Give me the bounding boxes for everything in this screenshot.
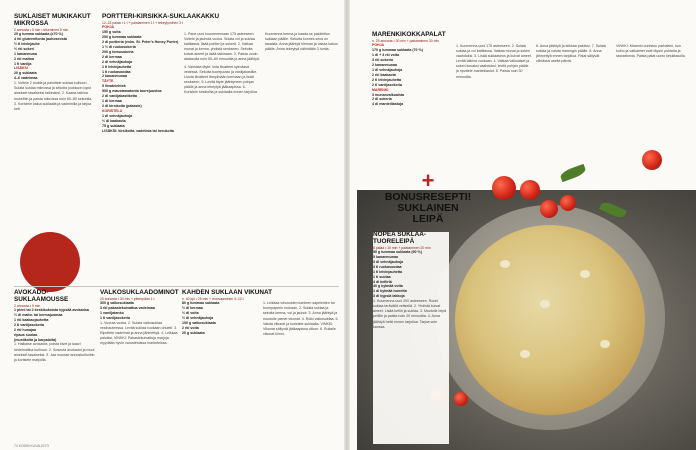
ingredient: ½ dl vehnäjauhoja xyxy=(182,316,214,321)
ingredient: 100 g valkosuklaata xyxy=(182,320,216,325)
ingredient: ½ dl maito- tai kermajuomaa xyxy=(14,313,63,317)
ingredient: 1 tl suolaa xyxy=(373,274,391,279)
recipe-portteri-kakku-steps1 xyxy=(184,32,260,254)
ingredient: 1 tl leivinjauhetta xyxy=(373,269,403,274)
ingredient: 20 g suklaata xyxy=(182,330,205,335)
recipe-marenkikokkapalat-steps2 xyxy=(536,44,612,169)
recipe-meta: 8 palaa • 10 min + paistaminen 20 min xyxy=(373,245,431,250)
recipe-steps: Kuumenna kerma ja kaada se paloitellun suklaan päälle. Sekoita kunnes seos on tasaista. Anna jäähtyä hieman ja valuta kakun päälle. Anna tekeytyä vähintään 3 tuntia. xyxy=(265,32,338,52)
recipe-steps: 1. Kuumenna uuni 200 asteeseen. Rouhi suklaa terävällä veitsellä. 2. Yhdistä kuivat aineet. Lisää kefiiri ja suklaa. 3. Muotoile leipä pellille ja paista noin 20 minuuttia. 4. Anna jäähtyä hetki ennen tarjoilua. Tarjoa voin kanssa. xyxy=(373,299,447,329)
sub-heading: MARENKI xyxy=(372,87,389,92)
recipe-meta: 12–15 palaa • 1 t + paistaminen 1 t + tekeytyminen 3 t xyxy=(102,20,183,25)
ingredient: 1 dl vehnäjauhoja xyxy=(102,113,133,118)
chocolate-bread xyxy=(455,225,645,415)
ingredient: 2 rkl hunajaa xyxy=(14,327,36,332)
ingredient: ½ tl leivinjauhe xyxy=(14,41,40,46)
ingredient: ripaus suolaa xyxy=(14,332,38,337)
ingredient: 2 rkl voita xyxy=(182,325,199,330)
recipe-mukikakut xyxy=(14,14,96,234)
plus-sign: + xyxy=(421,168,435,193)
ingredient: LISÄKSI: kirsikoita, vadelmia tai herukoita xyxy=(102,128,174,133)
ingredient: 3 tl ruokasoodaa xyxy=(373,264,402,269)
ingredient: (mustikoita ja karpaloita) xyxy=(14,337,57,342)
bonus-title-line1: BONUSRESEPTI! xyxy=(384,191,472,203)
sub-heading: LISÄKSI xyxy=(14,66,28,71)
left-page xyxy=(0,0,345,450)
ingredient: 20 g suklaata xyxy=(14,71,37,76)
ingredient: 300 g valkosuklaata xyxy=(100,301,134,306)
sub-heading: POHJA xyxy=(372,43,385,48)
tomato xyxy=(642,150,662,170)
ingredient: 2 tl vaniljasokeria xyxy=(14,322,44,327)
recipe-steps: 1. Vuoraa vuoka. 2. Sulata valkosuklaa vesihauteessa. Levitä suklaa vuokaan ohuelti. 3. Ripottele vadelmat ja anna jähmettyä. 4. Leikkaa paloiksi. VINKKI: Pakastekuivattuja marjoja myydään hyvin varustetuissa marketeissa. xyxy=(100,320,178,346)
recipe-valkosuklaadominot xyxy=(100,290,178,440)
recipe-title: MARENKIKOKKAPALAT xyxy=(372,31,446,38)
divider xyxy=(14,286,339,287)
recipe-title-line2: MIKROSSA xyxy=(14,19,49,27)
ingredient: ½ dl kermaa xyxy=(182,306,203,311)
recipe-steps: VINKKI: Marenki onnistuu parhaiten, kun kulho ja vatkaimet ovat täysin puhtaita ja rasvattomia. Paista palat uunin keskitasolla. xyxy=(616,44,686,59)
ingredient: 2 tl vaniljasokeria xyxy=(372,82,402,87)
ingredient: 2 dl kirsikoita (pakaste) xyxy=(102,103,142,108)
tomato xyxy=(560,195,576,211)
ingredient: 2 tl leivinjauhetta xyxy=(372,77,402,82)
ingredient: 2 kananmunaa xyxy=(372,63,397,68)
ingredient: 1 pieni tai 2 keskikokoista kypsää avokadoa xyxy=(14,308,89,313)
recipe-steps: 4. Valmista täyte: liota liivatteet kylmässä vedessä. Sekoita tuorejuusto ja vaniljakastike. Liuota liivatteet lämpimään kermaan ja lisää seokseen. 5. Levitä täyte jäähtyneen pohjan päälle ja anna tekeytyä jääkaapissa. 6. Koristele kirsikoilla ja suklaalla ennen tarjoilua. xyxy=(184,64,258,95)
bonus-title-line2: SUKLAINEN xyxy=(397,202,459,214)
ingredient: 4 dl mantelilastuja xyxy=(372,102,404,107)
sub-heading: KORISTELU xyxy=(102,108,123,113)
recipe-marenkikokkapalat-steps1 xyxy=(456,44,532,169)
ingredient: 5 liivatelehteä xyxy=(102,84,126,89)
tomato xyxy=(540,200,558,218)
ingredient: 170 g tummaa suklaata (70 %) xyxy=(372,48,423,53)
ingredient: 4–6 vadelmaa xyxy=(14,76,38,81)
ingredient: 200 g tummaa suklaata xyxy=(102,35,142,40)
recipe-steps: 6. Anna jäähtyä ja leikkaa paloiksi. 7. Sulata suklaa ja valuta marengin päälle. 8. Anna jähmettyä ennen tarjoilua. Palat säilyvät viileässä useita päiviä. xyxy=(536,44,606,64)
topping xyxy=(500,260,510,268)
ingredient: 50 g tummaa suklaata (90 %) xyxy=(373,250,422,255)
recipe-suklaa-tuoreleipa xyxy=(373,232,449,444)
ingredient: 3 rkl sokeria xyxy=(372,58,393,63)
page-number-left: 74 KODIN KUVALEHTI xyxy=(14,444,49,448)
recipe-portteri-kakku-ingredients xyxy=(102,13,220,254)
recipe-steps: 1. Voitele 2 mukia ja paloittele suklaa kulhoon. Sulata suklaa mikrossa ja sekoita joukkoon loput ainekset tasaiseksi taikinaksi. 2. Kaada taikina mukeihin ja paista mikrossa noin 60–80 sekuntia. 3. Koristele kakut suklaalla ja vadelmilla ja tarjoa heti. xyxy=(14,81,93,111)
ingredient: 4 rkl gluteenitonta jauhoseosta xyxy=(14,37,67,41)
tomato xyxy=(520,180,540,200)
recipe-meta: n. 25 annosta • 30 min + paistaminen 30 min xyxy=(372,38,440,43)
ingredient: 150 g voita xyxy=(102,30,121,35)
recipe-marenkikokkapalat-ingredients xyxy=(372,32,452,167)
ingredient: 2 dl vehnäjauhoja xyxy=(102,59,133,64)
recipe-meta: 20 annosta • 30 min + pitempään 1 t xyxy=(100,296,155,301)
sub-heading: TÄYTE xyxy=(102,79,114,84)
topping xyxy=(580,270,590,278)
ingredient: 75 g suklaata xyxy=(102,123,125,128)
chocolate-badge xyxy=(20,232,80,292)
ingredient: 3 dl vehnäjauhoja xyxy=(373,259,404,264)
ingredient: 1 tl leivinjauhetta xyxy=(102,64,132,69)
ingredient: 80 g tummaa suklaata xyxy=(182,301,220,306)
topping xyxy=(520,350,530,358)
topping xyxy=(600,340,610,348)
bonus-heading xyxy=(372,170,484,225)
ingredient: 4 dl kefiiriä xyxy=(373,279,392,284)
ingredient: 2 rkl kaakaota xyxy=(372,72,396,77)
ingredient: 2 dl vaniljakastiketta xyxy=(102,94,137,99)
recipe-title: AVOKADO-SUKLAAMOUSSE xyxy=(14,289,69,303)
recipe-steps: 1. Pane uuni kuumenemaan 175 asteeseen. Voitele ja jauhota vuoka. Sulata voi ja suklaa kattilassa, lisää portteri ja sokerit. 2. Vatkaa munat ja kerma, yhdistä seokseen. Sekoita kuivat aineet ja lisää taikinaan. 3. Paista uunin alatasolla noin 55–60 minuuttia ja anna jäähtyä. xyxy=(184,32,260,62)
recipe-title: KAHDEN SUKLAAN VIKUNAT xyxy=(182,289,273,296)
recipe-steps: 1. Leikkaa vikunoiden kanteen sapeleiden tai tuorepaperin mukaan. 2. Sulata suklaa ja sekoita kerma, voi ja jauhot. 3. Anna jäähtyä ja muotoile pienet vikunat. 4. Roiki valkosuklaa. 5. Valuta vikunat ja koristele suklaalla. VINKKI: Vikunat säilyvät jääkaapissa viikon. 6. Rullaile vikunat kiinni. xyxy=(263,301,339,336)
ingredient: 200 g tomusokeria xyxy=(102,49,134,54)
ingredient: 1 dl vehnäjauhoja xyxy=(372,67,403,72)
ingredient: 3 rkl pakastekuivattua vadelmaa xyxy=(100,306,155,311)
ingredient: ½ dl kaakaota xyxy=(102,118,126,123)
recipe-meta: 2 annosta • 5 min • tekeminen 5 min xyxy=(14,27,69,32)
ingredient: 1 dl kylmää tuoretta xyxy=(373,289,407,294)
ingredient: 2 dl sokeria xyxy=(372,97,392,102)
ingredient: 40 g kylmää voita xyxy=(373,284,403,289)
recipe-kahden-suklaan-vikunat xyxy=(182,290,340,440)
ingredient: 5 kananmunaa xyxy=(373,255,398,259)
ingredient: 2 dl kermaa xyxy=(102,54,122,59)
ingredient: 1 rkl kaakaojauhetta xyxy=(14,317,49,322)
ingredient: 2 dl portteria (esim. St. Peter's Honey Porter) xyxy=(102,40,179,45)
recipe-steps: 1. Halkaise avokadot, poista kivet ja kaavi hedelmäliha kulhoon. 2. Soseuta avokadot ja muut ainekset tasaiseksi. 3. Jaa mousse annoskulhoihin ja koristele marjoilla. xyxy=(14,342,95,362)
recipe-steps: 1. Kuumenna uuni 175 asteeseen. 2. Sulata suklaa ja voi kattilassa. Vatkaa munat ja sokeri vaahdoksi. 3. Lisää suklaaseos ja kuivat aineet. Levitä taikina vuokaan. 4. Vatkaa valkuaiset ja sokeri kovaksi vaahdoksi, levitä pohjan päälle ja ripottele mantelilastut. 5. Paista noin 30 minuuttia. xyxy=(456,44,532,79)
ingredient: 1 ½ dl ruokosokeria xyxy=(102,45,136,50)
ingredient: 3 dl kypsiä lakkoja xyxy=(373,294,405,299)
ingredient: 1 dl + 4 rkl voita xyxy=(372,53,400,58)
ingredient: 1 kananmuna xyxy=(14,51,37,56)
recipe-avokado-mousse xyxy=(14,290,96,440)
ingredient: 1 dl kermaa xyxy=(102,99,122,104)
tomato xyxy=(454,392,468,406)
ingredient: 2 kananmunaa xyxy=(102,74,127,79)
ingredient: 1 tl ruokasoodaa xyxy=(102,69,131,74)
ingredient: ½ dl voita xyxy=(182,311,199,316)
ingredient: 1 tl vanilja xyxy=(14,61,32,66)
ingredient: 1 vaniljatanko xyxy=(100,311,124,316)
ingredient: 1 tl vaniljasokeria xyxy=(100,316,130,321)
sub-heading: POHJA xyxy=(102,25,115,30)
ingredient: 2 rkl maitoa xyxy=(14,56,34,61)
ingredient: 20 g tumma suklaata (≥70 %) xyxy=(14,32,63,37)
recipe-title: NOPEA SUKLAA-TUORELEIPÄ xyxy=(373,231,427,245)
bonus-title-line3: LEIPÄ xyxy=(412,213,444,225)
recipe-title: VALKOSUKLAADOMINOT xyxy=(100,289,179,296)
recipe-meta: n. 40 kpl • 25 min + muovaaminen 3–12 t xyxy=(182,296,244,301)
topping xyxy=(540,300,550,308)
recipe-portteri-kakku-steps2 xyxy=(265,32,339,254)
tomato xyxy=(492,176,516,200)
recipe-title: PORTTERI-KIRSIKKA-SUKLAAKAKKU xyxy=(102,13,220,20)
ingredient: 500 g maustamatonta tuorejuustoa xyxy=(102,89,162,94)
recipe-title: SUKLAISET MUKIKAKUT xyxy=(14,13,91,20)
recipe-meta: 2 annosta • 5 min xyxy=(14,303,41,308)
ingredient: ½ rkl sokeri xyxy=(14,46,34,51)
ingredient: 3 munanvalkuaista xyxy=(372,92,405,97)
